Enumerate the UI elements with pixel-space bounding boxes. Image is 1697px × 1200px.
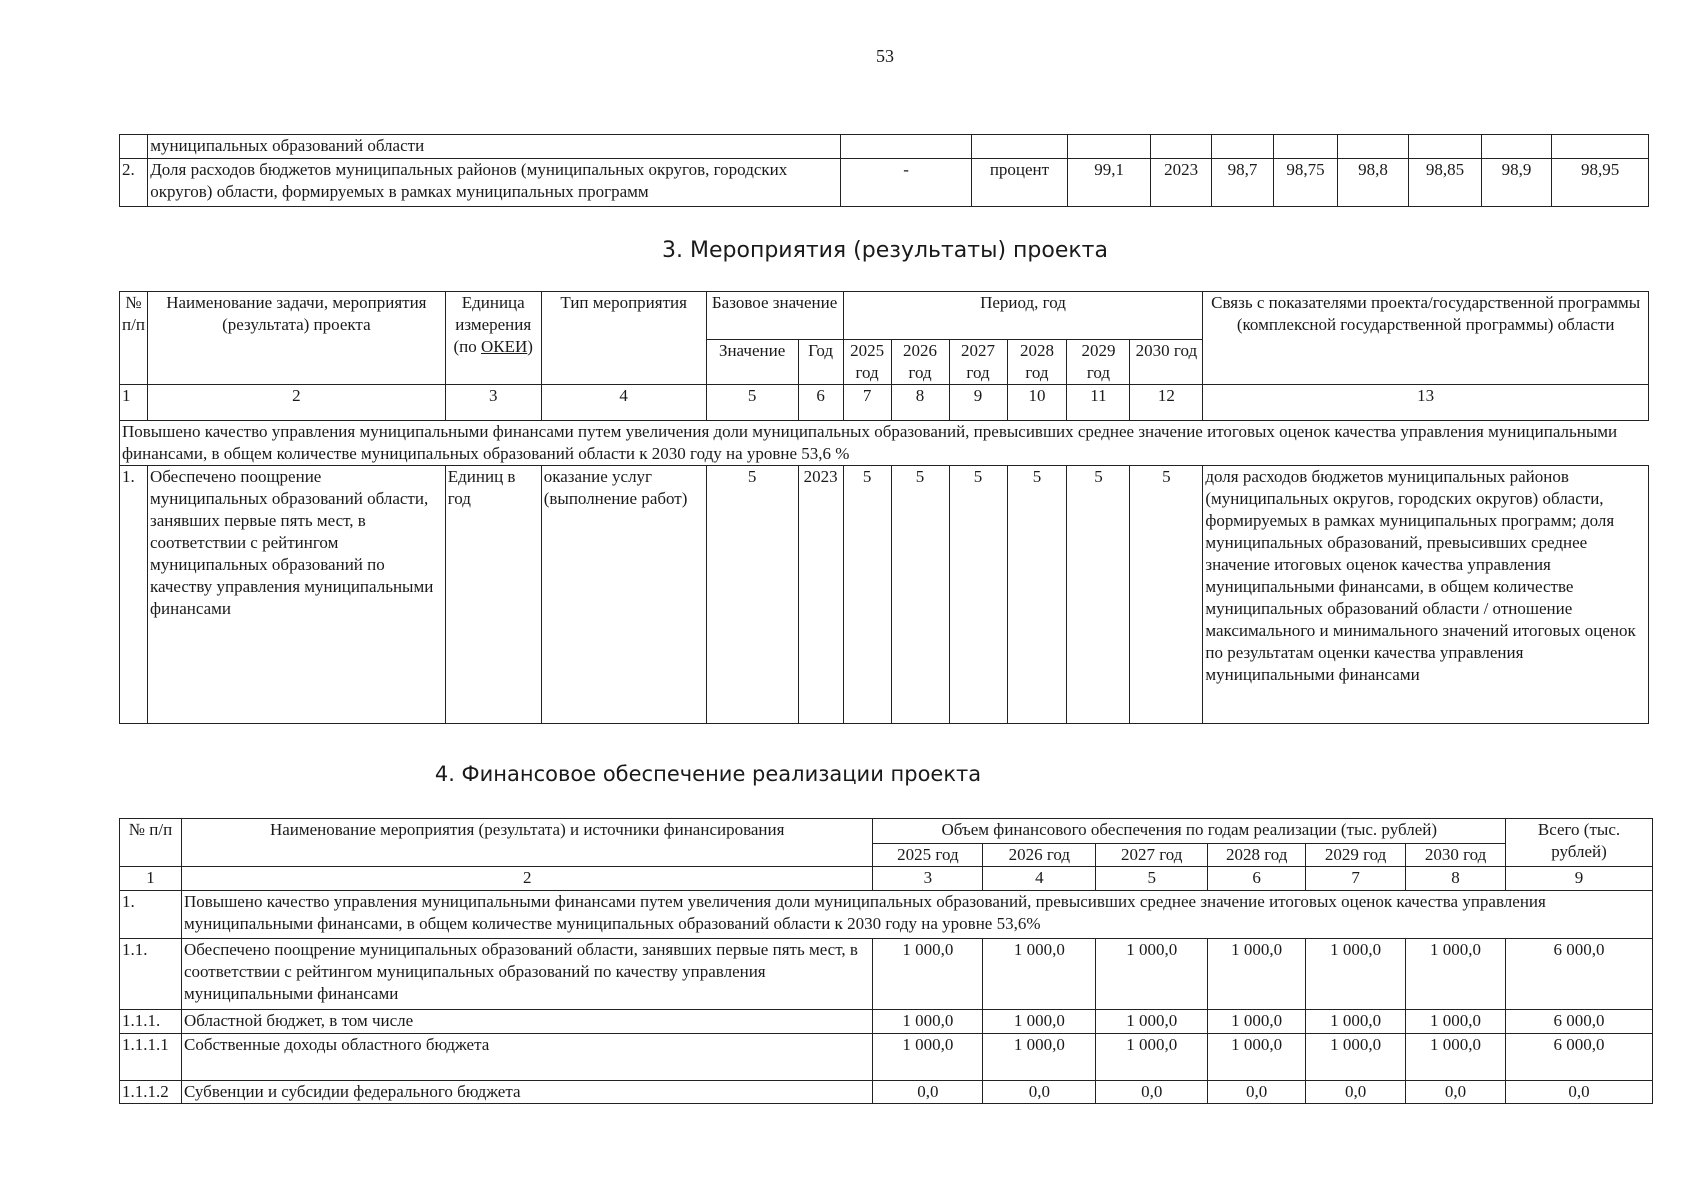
cell-unit: Единиц в год [445,466,541,724]
cell-value: 98,75 [1274,159,1337,207]
cell-name: Доля расходов бюджетов муниципальных районов (муниципальных округов, городских округов) области, формируемых в рамках муниципальных программ [148,159,841,207]
col-header-year: 2030 год [1130,340,1203,385]
cell-name: Обеспечено поощрение муниципальных образований области, занявших первые пять мест, в соответствии с рейтингом муниципальных образований по качеству управления муниципальными финансами [181,939,872,1010]
cell-num: 1.1. [120,939,182,1010]
col-number: 5 [1096,867,1208,891]
cell-value: 1 000,0 [1208,939,1306,1010]
cell-value: 1 000,0 [983,939,1096,1010]
task-row [120,421,1649,466]
cell-value: 1 000,0 [1306,1034,1406,1081]
cell-value: 98,95 [1552,159,1649,207]
col-header-num: № п/п [120,819,182,867]
col-header-base: Базовое значение [706,292,843,340]
cell-value: 1 000,0 [1406,939,1506,1010]
col-header-year: 2026 год [891,340,949,385]
cell-value: 5 [1007,466,1067,724]
cell-value: 1 000,0 [873,1034,983,1081]
cell-num: 1. [120,466,148,724]
table-row [120,135,1649,159]
col-header-year: 2028 год [1007,340,1067,385]
cell-num: 1.1.1.2 [120,1081,182,1104]
cell-value: 1 000,0 [1208,1010,1306,1034]
section-3-heading: 3. Мероприятия (результаты) проекта [662,238,1108,263]
col-number: 9 [1506,867,1653,891]
col-header-year: 2028 год [1208,844,1306,867]
col-number: 7 [843,385,891,421]
cell-value: 0,0 [873,1081,983,1104]
cell-base: 99,1 [1067,159,1151,207]
cell-name: Субвенции и субсидии федерального бюджета [181,1081,872,1104]
cell-value: 98,7 [1211,159,1273,207]
cell-value: 1 000,0 [873,1010,983,1034]
task-text: Повышено качество управления муниципальными финансами путем увеличения доли муниципальных образований, превысивших среднее значение итоговых оценок качества управления муниципальными финансами, в общем количестве муниципальных образований области к 2030 году на уровне 53,6 % [120,421,1649,466]
cell-value: 1 000,0 [1406,1034,1506,1081]
cell-name: Обеспечено поощрение муниципальных образований области, занявших первые пять мест, в соответствии с рейтингом муниципальных образований по качеству управления муниципальными финансами [147,466,445,724]
table-row [120,891,1653,939]
header-row [120,819,1653,844]
col-number: 2 [147,385,445,421]
financing-table [119,818,1653,1104]
cell-value: 1 000,0 [1406,1010,1506,1034]
cell-link: доля расходов бюджетов муниципальных районов (муниципальных округов, городских округов) области, формируемых в рамках муниципальных программ; доля муниципальных образований, превысивших среднее значение итоговых оценок качества управления муниципальными финансами, в общем количестве муниципальных образований области / отношение максимального и минимального значений итоговых оценок по результатам оценки качества управления муниципальными финансами [1203,466,1649,724]
cell-value: 1 000,0 [1096,1010,1208,1034]
cell-value: 1 000,0 [1208,1034,1306,1081]
col-header-name: Наименование мероприятия (результата) и источники финансирования [181,819,872,867]
cell-value: 0,0 [1306,1081,1406,1104]
cell-type: оказание услуг (выполнение работ) [541,466,706,724]
cell-value: 98,9 [1481,159,1552,207]
col-header-value: Значение [706,340,798,385]
col-number: 4 [541,385,706,421]
cell-name: Областной бюджет, в том числе [181,1010,872,1034]
col-number: 9 [949,385,1007,421]
cell-value: 98,85 [1409,159,1482,207]
col-number: 5 [706,385,798,421]
cell-value: 1 000,0 [1096,1034,1208,1081]
header-row [120,292,1649,340]
cell-value: 1 000,0 [983,1034,1096,1081]
col-number: 1 [120,867,182,891]
indicators-table-continued [119,134,1649,207]
col-number: 13 [1203,385,1649,421]
col-header-unit: Единица измерения (по ОКЕИ) [445,292,541,385]
cell-num: 1.1.1.1 [120,1034,182,1081]
activities-table [119,291,1649,724]
col-header-year: 2025 год [843,340,891,385]
column-numbers-row [120,385,1649,421]
cell-name: Повышено качество управления муниципальными финансами путем увеличения доли муниципальных образований, превысивших среднее значение итоговых оценок качества управления муниципальными финансами, в общем количестве муниципальных образований области к 2030 году на уровне 53,6% [181,891,1652,939]
col-number: 7 [1306,867,1406,891]
col-number: 6 [1208,867,1306,891]
cell-value: 98,8 [1337,159,1409,207]
cell-total: 6 000,0 [1506,939,1653,1010]
col-header-volume: Объем финансового обеспечения по годам реализации (тыс. рублей) [873,819,1506,844]
col-header-link: Связь с показателями проекта/государственной программы (комплексной государственной программы) области [1203,292,1649,385]
cell-value: 1 000,0 [1306,939,1406,1010]
cell-year: 2023 [1151,159,1211,207]
page-number: 53 [876,46,894,66]
table-row [120,1034,1653,1081]
col-header-year: Год [798,340,843,385]
cell-num: 1.1.1. [120,1010,182,1034]
col-header-period: Период, год [843,292,1203,340]
col-number: 8 [1406,867,1506,891]
col-number: 3 [445,385,541,421]
cell-num: 1. [120,891,182,939]
table-row [120,939,1653,1010]
cell-total: 0,0 [1506,1081,1653,1104]
col-number: 12 [1130,385,1203,421]
col-header-year: 2026 год [983,844,1096,867]
col-number: 6 [798,385,843,421]
col-number: 8 [891,385,949,421]
col-header-year: 2025 год [873,844,983,867]
cell-value: 0,0 [1406,1081,1506,1104]
col-header-year: 2030 год [1406,844,1506,867]
col-number: 2 [181,867,872,891]
col-header-year: 2027 год [1096,844,1208,867]
col-number: 10 [1007,385,1067,421]
cell-value: 0,0 [1096,1081,1208,1104]
cell-name: муниципальных образований области [148,135,841,159]
col-header-year: 2029 год [1306,844,1406,867]
table-row [120,159,1649,207]
table-row [120,466,1649,724]
cell-value: 5 [843,466,891,724]
cell-value: 5 [891,466,949,724]
cell-total: 6 000,0 [1506,1010,1653,1034]
col-number: 1 [120,385,148,421]
col-header-total: Всего (тыс. рублей) [1506,819,1653,867]
cell-num: 2. [120,159,148,207]
cell-total: 6 000,0 [1506,1034,1653,1081]
column-numbers-row [120,867,1653,891]
col-header-type: Тип мероприятия [541,292,706,385]
col-header-year: 2029 год [1067,340,1130,385]
cell-value: 0,0 [1208,1081,1306,1104]
okei-link: ОКЕИ [481,337,528,356]
table-row [120,1081,1653,1104]
cell-value: 5 [1067,466,1130,724]
cell-value: 1 000,0 [873,939,983,1010]
cell-base: 5 [706,466,798,724]
cell-value: 1 000,0 [1096,939,1208,1010]
cell-unit: процент [972,159,1068,207]
cell-value: 5 [1130,466,1203,724]
section-4-heading: 4. Финансовое обеспечение реализации проекта [434,762,982,786]
cell-name: Собственные доходы областного бюджета [181,1034,872,1081]
cell-year: 2023 [798,466,843,724]
cell-value: 1 000,0 [1306,1010,1406,1034]
col-number: 11 [1067,385,1130,421]
col-number: 3 [873,867,983,891]
cell-value: 5 [949,466,1007,724]
col-header-year: 2027 год [949,340,1007,385]
cell-dash: - [841,159,972,207]
cell-value: 1 000,0 [983,1010,1096,1034]
col-header-num: № п/п [120,292,148,385]
col-header-name: Наименование задачи, мероприятия (результата) проекта [147,292,445,385]
cell-value: 0,0 [983,1081,1096,1104]
table-row [120,1010,1653,1034]
col-number: 4 [983,867,1096,891]
